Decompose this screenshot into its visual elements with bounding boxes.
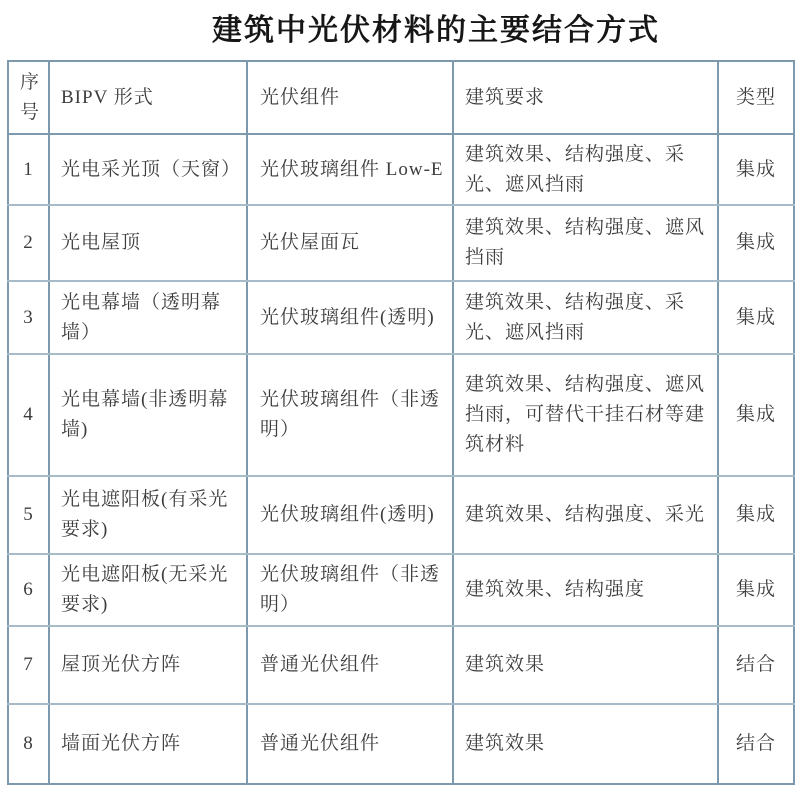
cell-no: 4 xyxy=(8,354,49,476)
cell-module: 光伏玻璃组件(透明) xyxy=(247,476,453,554)
cell-no: 8 xyxy=(8,704,49,784)
cell-type: 集成 xyxy=(718,476,794,554)
cell-module: 普通光伏组件 xyxy=(247,704,453,784)
cell-type: 结合 xyxy=(718,704,794,784)
cell-no: 5 xyxy=(8,476,49,554)
cell-module: 光伏玻璃组件 Low-E xyxy=(247,134,453,205)
cell-form: 墙面光伏方阵 xyxy=(49,704,247,784)
cell-form: 光电采光顶（天窗） xyxy=(49,134,247,205)
header-cell-no: 序号 xyxy=(8,61,49,134)
header-cell-module: 光伏组件 xyxy=(247,61,453,134)
cell-no: 6 xyxy=(8,554,49,626)
cell-form: 光电遮阳板(无采光要求) xyxy=(49,554,247,626)
header-cell-form: BIPV 形式 xyxy=(49,61,247,134)
cell-form: 光电幕墙(非透明幕墙) xyxy=(49,354,247,476)
table-row xyxy=(8,134,794,205)
cell-requirement: 建筑效果、结构强度、采光 xyxy=(453,476,718,554)
table-row xyxy=(8,281,794,354)
table-row xyxy=(8,554,794,626)
table-row xyxy=(8,626,794,704)
cell-form: 屋顶光伏方阵 xyxy=(49,626,247,704)
cell-requirement: 建筑效果、结构强度、遮风挡雨，可替代干挂石材等建筑材料 xyxy=(453,354,718,476)
cell-type: 集成 xyxy=(718,205,794,281)
cell-type: 集成 xyxy=(718,134,794,205)
cell-no: 7 xyxy=(8,626,49,704)
cell-no: 2 xyxy=(8,205,49,281)
header-cell-type: 类型 xyxy=(718,61,794,134)
table-header xyxy=(8,61,794,134)
cell-no: 1 xyxy=(8,134,49,205)
cell-requirement: 建筑效果、结构强度、采光、遮风挡雨 xyxy=(453,134,718,205)
cell-module: 光伏屋面瓦 xyxy=(247,205,453,281)
page-title-area xyxy=(0,12,800,52)
cell-requirement: 建筑效果、结构强度 xyxy=(453,554,718,626)
cell-type: 集成 xyxy=(718,281,794,354)
cell-no: 3 xyxy=(8,281,49,354)
header-row xyxy=(8,61,794,134)
cell-type: 集成 xyxy=(718,554,794,626)
cell-type: 结合 xyxy=(718,626,794,704)
table-row xyxy=(8,354,794,476)
table-row xyxy=(8,704,794,784)
cell-module: 光伏玻璃组件（非透明） xyxy=(247,554,453,626)
cell-requirement: 建筑效果、结构强度、采光、遮风挡雨 xyxy=(453,281,718,354)
cell-type: 集成 xyxy=(718,354,794,476)
table-row xyxy=(8,476,794,554)
cell-form: 光电遮阳板(有采光要求) xyxy=(49,476,247,554)
cell-requirement: 建筑效果 xyxy=(453,704,718,784)
cell-module: 光伏玻璃组件（非透明） xyxy=(247,354,453,476)
table-row xyxy=(8,205,794,281)
cell-requirement: 建筑效果、结构强度、遮风挡雨 xyxy=(453,205,718,281)
header-cell-requirement: 建筑要求 xyxy=(453,61,718,134)
cell-form: 光电屋顶 xyxy=(49,205,247,281)
cell-form: 光电幕墙（透明幕墙） xyxy=(49,281,247,354)
cell-module: 普通光伏组件 xyxy=(247,626,453,704)
table-body xyxy=(8,134,794,784)
bipv-table xyxy=(7,60,795,785)
page-title: 建筑中光伏材料的主要结合方式 xyxy=(212,14,660,47)
cell-requirement: 建筑效果 xyxy=(453,626,718,704)
cell-module: 光伏玻璃组件(透明) xyxy=(247,281,453,354)
